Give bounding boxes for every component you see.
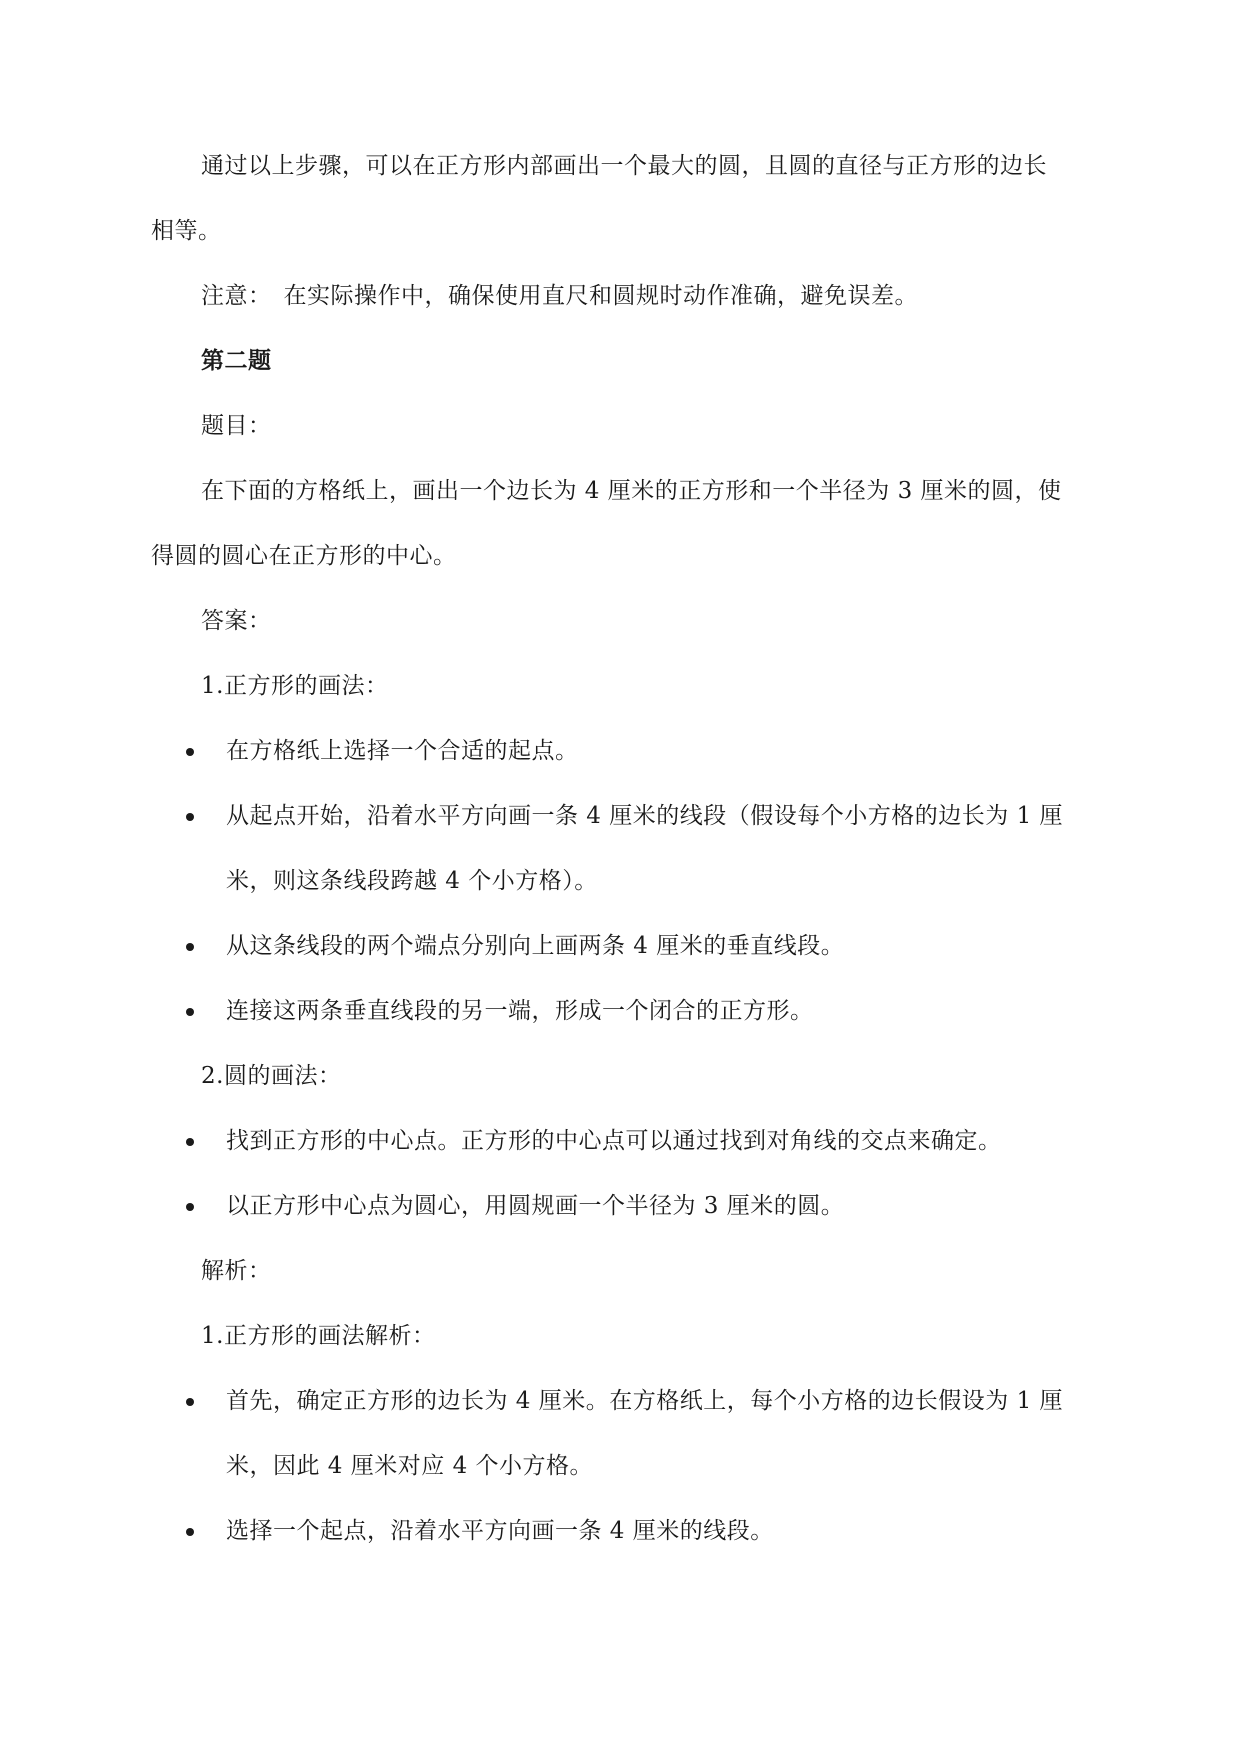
analysis-step1-title: 1.正方形的画法解析：: [201, 1323, 436, 1349]
list-item: 找到正方形的中心点。正方形的中心点可以通过找到对角线的交点来确定。: [226, 1128, 1002, 1154]
section-heading-question-2: 第二题: [201, 347, 272, 374]
list-item: 选择一个起点，沿着水平方向画一条 4 厘米的线段。: [226, 1518, 774, 1544]
list-item-continuation: 米，则这条线段跨越 4 个小方格）。: [226, 868, 598, 894]
list-item: 从这条线段的两个端点分别向上画两条 4 厘米的垂直线段。: [226, 933, 845, 959]
note-paragraph: 注意： 在实际操作中，确保使用直尺和圆规时动作准确，避免误差。: [201, 283, 918, 309]
bullet-icon: [186, 1528, 194, 1536]
list-item: 连接这两条垂直线段的另一端，形成一个闭合的正方形。: [226, 998, 814, 1024]
answer-step1-title: 1.正方形的画法：: [201, 673, 389, 699]
list-item: 从起点开始，沿着水平方向画一条 4 厘米的线段（假设每个小方格的边长为 1 厘: [226, 803, 1064, 829]
answer-label: 答案：: [201, 608, 272, 634]
bullet-icon: [186, 1138, 194, 1146]
bullet-icon: [186, 748, 194, 756]
question-label: 题目：: [201, 413, 272, 439]
list-item: 在方格纸上选择一个合适的起点。: [226, 738, 579, 764]
list-item: 以正方形中心点为圆心，用圆规画一个半径为 3 厘米的圆。: [226, 1193, 845, 1219]
analysis-label: 解析：: [201, 1258, 272, 1284]
answer-step2-title: 2.圆的画法：: [201, 1063, 342, 1089]
paragraph-summary-line1: 通过以上步骤，可以在正方形内部画出一个最大的圆，且圆的直径与正方形的边长: [201, 153, 1047, 179]
bullet-icon: [186, 1203, 194, 1211]
question-text-line1: 在下面的方格纸上，画出一个边长为 4 厘米的正方形和一个半径为 3 厘米的圆，使: [201, 478, 1062, 504]
list-item: 首先，确定正方形的边长为 4 厘米。在方格纸上，每个小方格的边长假设为 1 厘: [226, 1388, 1064, 1414]
bullet-icon: [186, 1008, 194, 1016]
question-text-line2: 得圆的圆心在正方形的中心。: [151, 543, 457, 569]
bullet-icon: [186, 943, 194, 951]
paragraph-summary-line2: 相等。: [151, 218, 222, 244]
bullet-icon: [186, 1398, 194, 1406]
bullet-icon: [186, 813, 194, 821]
list-item-continuation: 米，因此 4 厘米对应 4 个小方格。: [226, 1453, 594, 1479]
